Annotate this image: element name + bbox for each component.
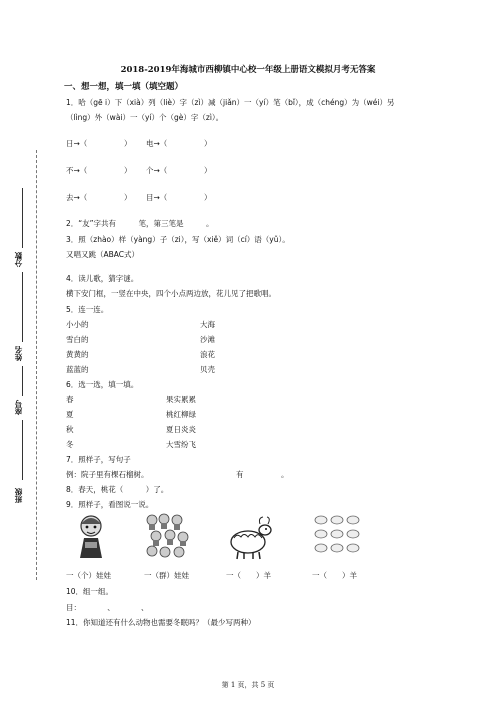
q1-row-2-c: 个→（ — [146, 166, 168, 175]
q6-left-2: 夏 — [66, 410, 74, 419]
q9-caption-2: 一（群）娃娃 — [144, 571, 189, 580]
q9-caption-1: 一（个）娃娃 — [66, 571, 111, 580]
q5-left-3: 黄黄的 — [66, 350, 89, 359]
q6-left-4: 冬 — [66, 440, 74, 449]
doll-picture — [68, 512, 114, 560]
question-10: 10．组一组。 — [66, 587, 114, 596]
q6-right-1: 果实累累 — [166, 395, 196, 404]
question-11: 11．你知道还有什么动物也需要冬眠吗？（最少写两种） — [66, 618, 256, 627]
q5-right-3: 浪花 — [200, 350, 215, 359]
side-label-name: 姓名 — [14, 346, 23, 361]
q5-right-2: 沙滩 — [200, 335, 215, 344]
q5-left-1: 小小的 — [66, 320, 89, 329]
question-7-blank: 有 。 — [236, 470, 289, 479]
q9-caption-3: 一（ ）羊 — [226, 571, 271, 580]
q1-row-1-b: ） — [124, 139, 132, 148]
sheep-group-picture — [312, 512, 362, 560]
section-heading: 一、想一想，填一填（填空题） — [64, 82, 184, 92]
q6-left-1: 春 — [66, 395, 74, 404]
question-1-line2: （lìng）外（wài）一（yí）个（gè）字（zì）。 — [66, 113, 224, 122]
question-4: 4．读儿歌，猜字谜。 — [66, 274, 139, 283]
q5-left-2: 雪白的 — [66, 335, 89, 344]
question-6: 6．选一选，填一填。 — [66, 380, 139, 389]
q1-row-2-b: ） — [124, 166, 132, 175]
q1-row-3-d: ） — [204, 193, 212, 202]
question-1-line1: 1．哈（gē i）下（xià）列（liè）字（zì）减（jiǎn）一（yí）笔（bǐ），成（chéng）为（wéi）另 — [66, 98, 395, 107]
side-label-seat: 座号 — [14, 400, 23, 415]
q5-right-4: 贝壳 — [200, 365, 215, 374]
side-label-class: 班级 — [14, 488, 23, 503]
question-3-sub: 又唱又跳（ABAC式） — [66, 250, 140, 259]
q6-left-3: 秋 — [66, 425, 74, 434]
q6-right-4: 大雪纷飞 — [166, 440, 196, 449]
q1-row-3-b: ） — [124, 193, 132, 202]
q6-right-3: 夏日炎炎 — [166, 425, 196, 434]
question-2: 2．“友”字共有 笔，第三笔是 。 — [66, 219, 214, 228]
question-4-riddle: 横下安门框，一竖在中央，四个小点两边放，花儿见了把歌唱。 — [66, 289, 276, 298]
q1-row-3-c: 目→（ — [146, 193, 168, 202]
name-underline — [22, 272, 23, 342]
question-9: 9．照样子，看图说一说。 — [66, 500, 154, 509]
question-7-example: 例：院子里有棵石榴树。 — [66, 470, 149, 479]
sheep-picture — [226, 512, 274, 560]
q1-row-2-a: 不→（ — [66, 166, 88, 175]
question-7: 7．照样子，写句子 — [66, 455, 131, 464]
doll-group-picture — [144, 512, 190, 560]
q6-right-2: 桃红柳绿 — [166, 410, 196, 419]
score-underline — [22, 188, 23, 248]
q1-row-2-d: ） — [204, 166, 212, 175]
q1-row-1-a: 日→（ — [66, 139, 88, 148]
q1-row-1-d: ） — [204, 139, 212, 148]
q5-left-4: 蓝蓝的 — [66, 365, 89, 374]
side-label-score: 分数 — [14, 252, 23, 267]
page-footer: 第 1 页，共 5 页 — [221, 681, 275, 689]
question-8: 8．春天，桃花（ ）了。 — [66, 485, 169, 494]
question-5: 5．连一连。 — [66, 305, 109, 314]
question-10-sub: 目： 、 、 — [66, 603, 149, 612]
page-title: 2018-2019年海城市西柳镇中心校一年级上册语文模拟月考无答案 — [120, 65, 376, 75]
q9-caption-4: 一（ ）羊 — [312, 571, 357, 580]
q1-row-1-c: 电→（ — [146, 139, 168, 148]
q1-row-3-a: 去→（ — [66, 193, 88, 202]
q5-right-1: 大海 — [200, 320, 215, 329]
binding-line — [36, 150, 37, 580]
class-underline — [22, 420, 23, 480]
seat-underline — [22, 366, 23, 396]
question-3: 3．照（zhào）样（yàng）子（zi），写（xiě）词（cí）语（yǔ）。 — [66, 235, 290, 244]
